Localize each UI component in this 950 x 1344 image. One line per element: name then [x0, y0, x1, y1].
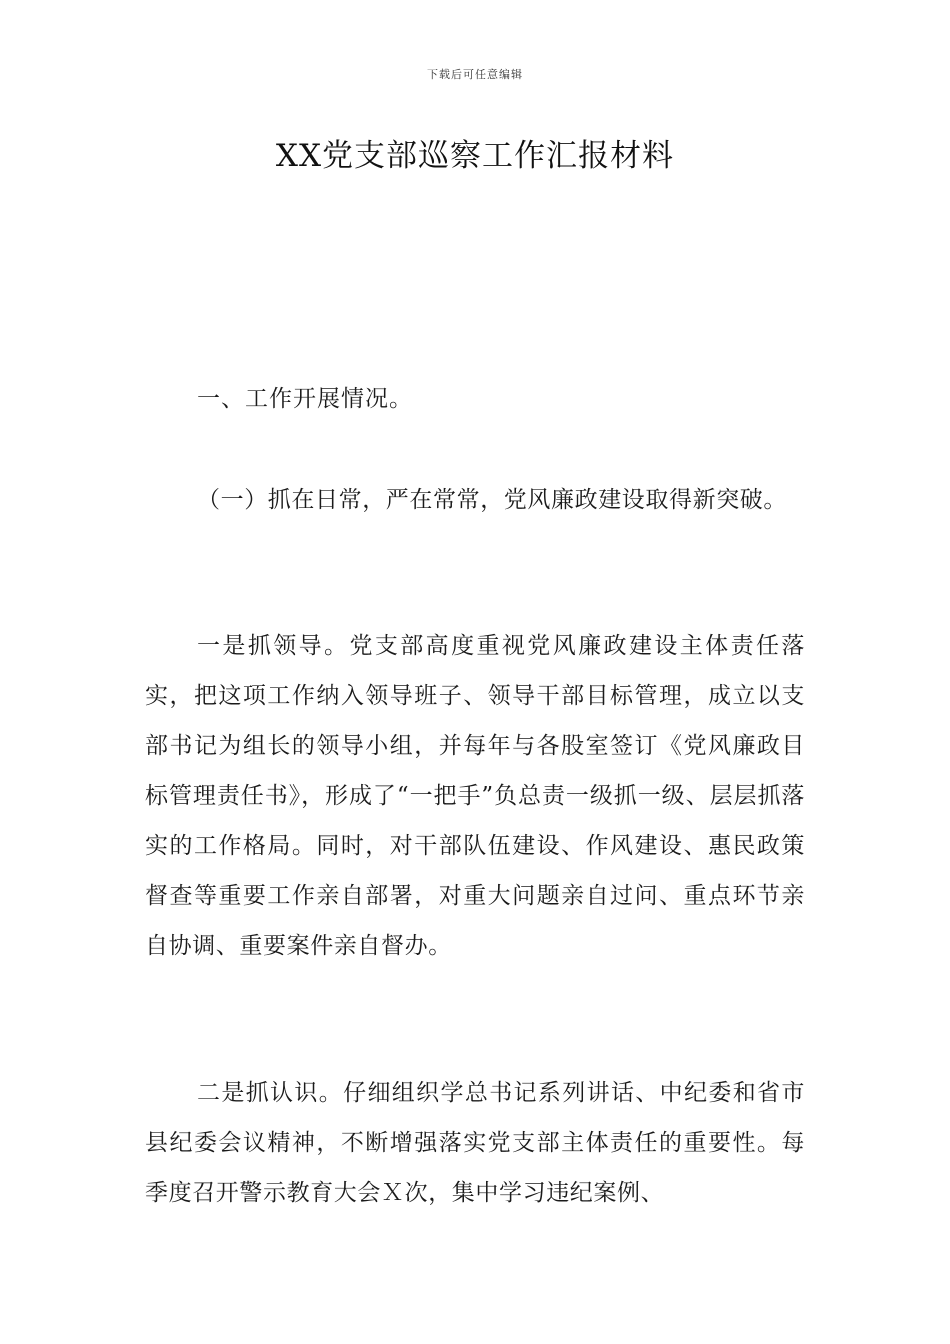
- paragraph-awareness: 二是抓认识。仔细组织学总书记系列讲话、中纪委和省市县纪委会议精神，不断增强落实党支部主体责任的重要性。每季度召开警示教育大会Ｘ次，集中学习违纪案例、: [145, 1080, 805, 1206]
- section-heading: 一、工作开展情况。: [197, 386, 413, 412]
- paragraph-intro: （一）抓在日常，严在常常，党风廉政建设取得新突破。: [197, 487, 787, 513]
- paragraph-leadership: 一是抓领导。党支部高度重视党风廉政建设主体责任落实，把这项工作纳入领导班子、领导干部目标管理，成立以支部书记为组长的领导小组，并每年与各股室签订《党风廉政目标管理责任书》，形成了“一把手”负总责一级抓一级、层层抓落实的工作格局。同时，对干部队伍建设、作风建设、惠民政策督查等重要工作亲自部署，对重大问题亲自过问、重点环节亲自协调、重要案件亲自督办。: [145, 633, 805, 959]
- document-title: XX党支部巡察工作汇报材料: [275, 138, 675, 174]
- header-note: 下载后可任意编辑: [427, 68, 523, 81]
